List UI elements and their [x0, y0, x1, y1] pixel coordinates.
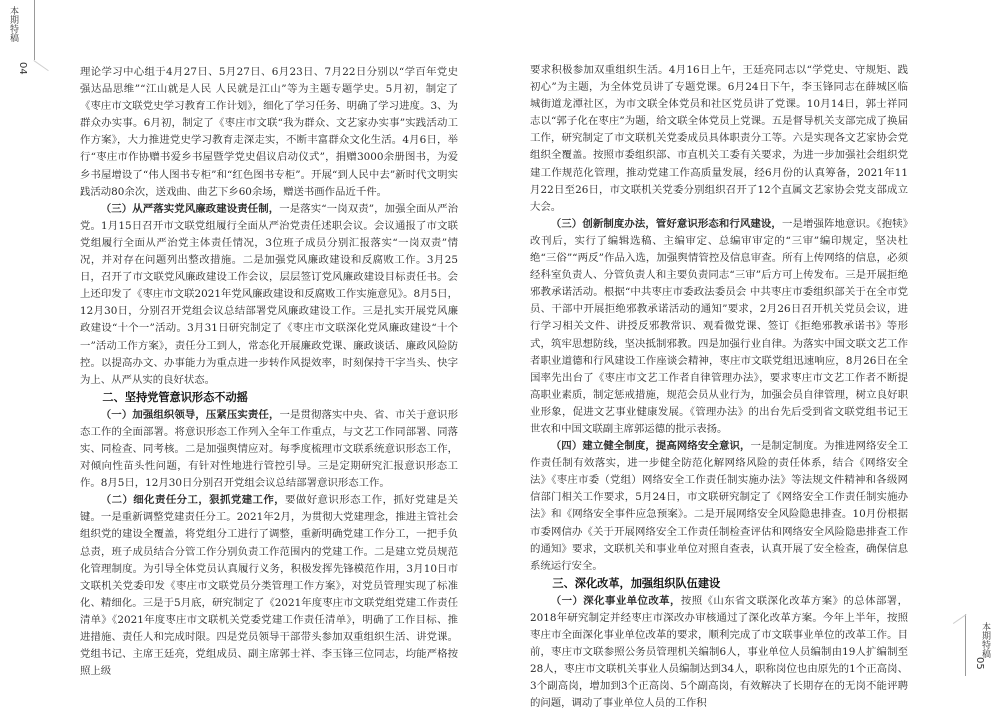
left-page-number: 04 — [17, 62, 28, 75]
body-paragraph — [530, 593, 908, 712]
body-paragraph — [80, 201, 458, 389]
paragraph-lead-heading: （四）建立健全制度，提高网络安全意识， — [550, 440, 751, 453]
paragraph-lead-heading: （一）深化事业单位改革， — [550, 594, 681, 607]
paragraph-lead-heading: （二）细化责任分工，狠抓党建工作， — [100, 494, 286, 507]
paragraph-text: 一是贯彻落实中央、省、市关于意识形态工作的全面部署。将意识形态工作列入全年工作重点，与文艺工作同部署、同落实、同检查、同考核。二是加强舆情应对。每季度梳理市文联系统意识形态工作，对倾向性苗头性问题，有针对性地进行管控引导。三是定期研究汇报意识形态工作。8月5日，12月30日分别召开党组会议总结部署意识形态工作。 — [80, 408, 459, 490]
body-paragraph — [530, 438, 908, 575]
right-page-section-label: 本期特稿 — [980, 622, 990, 658]
left-page-section-label: 本期特稿 — [8, 6, 18, 42]
body-paragraph — [80, 407, 458, 492]
paragraph-lead-heading: （一）加强组织领导，压紧压实责任， — [100, 408, 280, 421]
body-paragraph — [530, 216, 908, 438]
paragraph-text: 一是制定制度。为推进网络安全工作责任制有效落实，进一步健全防范化解网络风险的责任体系，结合《网络安全法》《枣庄市委（党组）网络安全工作责任制实施办法》等法规文件精神和各级网信部门相关工作要求，5月24日，市文联研究制定了《网络安全工作责任制实施办法》和《网络安全事件应急预案》。二是开展网络安全风险隐患排查。10月份根据市委网信办《关于开展网络安全工作责任制检查评估和网络安全风险隐患排查工作的通知》要求，文联机关和事业单位对照自查表，认真开展了安全检查，确保信息系统运行安全。 — [530, 440, 909, 572]
section-heading: 三、深化改革，加强组织队伍建设 — [552, 576, 721, 590]
paragraph-text: 一是落实“一岗双责”，加强全面从严治党。1月15日召开市文联党组履行全面从严治党责任述职会议。会议通报了市文联党组履行全面从严治党主体责任情况，3位班子成员分别汇报落实“一岗双责”情况，并对存在问题列出整改措施。二是加强党风廉政建设和反腐败工作。3月25日，召开了市文联党风廉政建设工作会议，层层签订党风廉政建设目标责任书。会上还印发了《枣庄市文联2021年党风廉政建设和反腐败工作实施意见》。8月5日，12月30日，分别召开党组会议总结部署党风廉政建设工作。三是扎实开展党风廉政建设“十个一”活动。3月31日研究制定了《枣庄市文联深化党风廉政建设“十个一”活动工作方案》，责任分工到人，常态化开展廉政党课、廉政谈话、廉政风险防控。以提高办文、办事能力为重点进一步转作风提效率，时刻保持干字当头、快字为上、从严从实的良好状态。 — [80, 202, 458, 386]
paragraph-text: 理论学习中心组于4月27日、5月27日、6月23日、7月22日分别以“学百年党史 强达品思维”“江山就是人民 人民就是江山”等为主题专题学史。5月初，制定了《枣庄市文联党史学习教育工作计划》，细化了学习任务、明确了学习进度。3、为群众办实事。6月初，制定了《枣庄市文联“我为群众、文艺家办实事”实践活动工作方案》，大力推进党史学习教育走深走实，不断丰富群众文化生活。4月6日，举行“枣庄市作协赠书爱乡书屋暨学党史倡议启动仪式”，捐赠3000余册图书，为爱乡书屋增设了“伟人图书专柜”和“红色图书专柜”。开展“到人民中去”新时代文明实践活动80余次，送戏曲、曲艺下乡60余场，赠送书画作品近千件。 — [80, 66, 458, 198]
paragraph-text: 要求积极参加双重组织生活。4月16日上午，王廷亮同志以“学党史、守规矩、践初心”为主题，为全体党员讲了专题党课。6月24日下午，李玉锋同志在薛城区临城街道龙潭社区，为市文联全体党员和社区党员讲了党课。10月14日，郭士祥同志以“郭子化在枣庄”为题，给文联全体党员上党课。五是督导机关支部完成了换届工作，研究制定了市文联机关党委成员具体职责分工等。六是实现各文艺家协会党组织全覆盖。按照市委组织部、市直机关工委有关要求，为进一步加强社会组织党建工作规范化管理，推动党建工作高质量发展，经6月份的认真筹备，2021年11月22日至26日，市文联机关党委分别组织召开了12个直属文艺家协会党支部成立大会。 — [530, 64, 908, 213]
section-heading: 二、坚持党管意识形态不动摇 — [102, 390, 248, 404]
left-page-text-column — [80, 64, 459, 678]
left-tab-diagonal — [33, 60, 48, 71]
paragraph-lead-heading: （三）创新制度办法，管好意识形态和行风建设， — [550, 217, 782, 230]
right-page-text-column — [530, 62, 909, 710]
paragraph-text: 要做好意识形态工作，抓好党建是关键。一是重新调整党建责任分工。2021年2月，为贯彻大党建理念，推进主管社会组织党的建设全覆盖，将党组分工进行了调整，重新明确党建工作分工，一把手负总责，班子成员结合分管工作分别负责工作范围内的党建工作。二是建立党员规范化管理制度。为引导全体党员认真履行义务，积极发挥先锋模范作用，3月10日市文联机关党委印发《枣庄市文联党员分类管理工作方案》，对党员管理实现了标准化、精细化。三是于5月底，研究制定了《2021年度枣庄市文联党组党建工作责任清单》《2021年度枣庄市文联机关党委党建工作责任清单》，明确了工作目标、推进措施、责任人和完成时限。四是党员领导干部带头参加双重组织生活、讲党课。党组书记、主席王廷亮，党组成员、副主席郭士祥、李玉锋三位同志，均能严格按照上级 — [80, 494, 459, 678]
body-paragraph — [530, 62, 908, 216]
paragraph-text: 按照《山东省文联深化改革方案》的总体部署，2018年研究制定并经枣庄市深改办审核通过了深化改革方案。今年上半年，按照枣庄市全面深化事业单位改革的要求，顺利完成了市文联事业单位的改革工作。目前，枣庄市文联参照公务员管理机关编制6人，事业单位人员编制由19人扩编制至28人，枣庄市文联机关事业人员编制达到34人，职称岗位也由原先的1个正高岗、3个副高岗，增加到3个正高岗、5个副高岗，有效解决了长期存在的无岗不能评聘的问题，调动了事业单位人员的工作积 — [530, 594, 909, 710]
body-paragraph — [80, 492, 458, 680]
paragraph-lead-heading: （三）从严落实党风廉政建设责任制， — [100, 202, 280, 215]
right-page-number: 05 — [974, 657, 985, 670]
paragraph-text: 一是增强阵地意识。《抱犊》改刊后，实行了编辑选稿、主编审定、总编审审定的“三审”编印规定，坚决杜绝“三俗”“两反”作品入选，加强舆情管控及信息审查。所有上传网络的信息，必须经科室负责人、分管负责人和主要负责同志“三审”后方可上传发布。三是开展拒绝邪教承诺活动。根据“中共枣庄市委政法委员会 中共枣庄市委组织部关于在全市党员、干部中开展拒绝邪教承诺活动的通知”要求，2月26日召开机关党员会议，进行学习相关文件、讲授反邪教常识、观看微党课、签订《拒绝邪教承诺书》等形式，筑牢思想防线，坚决抵制邪教。四是加强行业自律。为落实中国文联文艺工作者职业道德和行风建设工作座谈会精神，枣庄市文联党组迅速响应，8月26日在全国率先出台了《枣庄市文艺工作者自律管理办法》，要求枣庄市文艺工作者不断提高职业素质，制定惩戒措施，规范会员从业行为，加强会员自律管理，树立良好职业形象，促进文艺事业健康发展。《管理办法》的出台先后受到省文联党组书记王世农和中国文联副主席郭运德的批示表扬。 — [530, 217, 908, 435]
body-paragraph — [80, 64, 458, 201]
